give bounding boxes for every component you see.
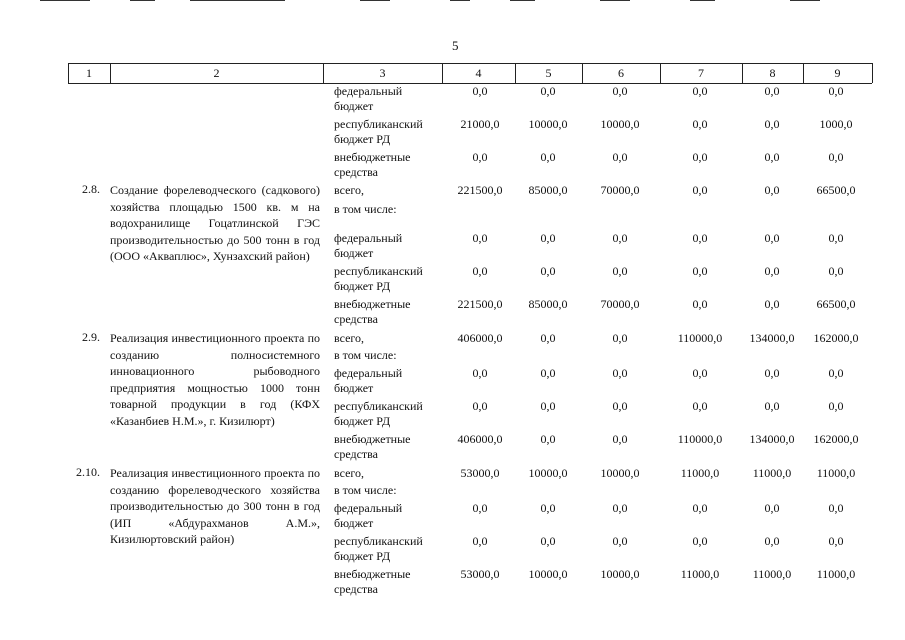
value-cell: 0,0 bbox=[612, 501, 628, 515]
value-cell: 53000,0 bbox=[460, 567, 500, 581]
value-cell: 0,0 bbox=[692, 84, 708, 98]
value-cell: 0,0 bbox=[472, 534, 488, 548]
value-cell: 0,0 bbox=[472, 150, 488, 164]
total-value: 0,0 bbox=[612, 331, 628, 345]
row-label: внебюджетные средства bbox=[334, 567, 411, 596]
total-value: 53000,0 bbox=[460, 466, 500, 480]
total-value: 70000,0 bbox=[600, 183, 640, 197]
item-number: 2.9. bbox=[82, 330, 100, 344]
value-cell: 0,0 bbox=[692, 366, 708, 380]
total-value: 11000,0 bbox=[680, 466, 720, 480]
total-value: 10000,0 bbox=[528, 466, 568, 480]
row-label: республиканский бюджет РД bbox=[334, 399, 423, 428]
value-cell: 10000,0 bbox=[600, 117, 640, 131]
total-label: всего, bbox=[334, 466, 365, 480]
value-cell: 0,0 bbox=[540, 432, 556, 446]
value-cell: 0,0 bbox=[540, 366, 556, 380]
including-label: в том числе: bbox=[334, 348, 397, 362]
value-cell: 134000,0 bbox=[749, 432, 795, 446]
value-cell: 0,0 bbox=[472, 231, 488, 245]
row-label: республиканский бюджет РД bbox=[334, 534, 423, 563]
total-value: 0,0 bbox=[692, 183, 708, 197]
value-cell: 0,0 bbox=[612, 534, 628, 548]
value-cell: 0,0 bbox=[828, 501, 844, 515]
value-cell: 10000,0 bbox=[600, 567, 640, 581]
value-cell: 0,0 bbox=[764, 534, 780, 548]
page-number: 5 bbox=[452, 38, 459, 53]
value-cell: 0,0 bbox=[764, 150, 780, 164]
value-cell: 0,0 bbox=[540, 399, 556, 413]
value-cell: 0,0 bbox=[540, 534, 556, 548]
row-label: республиканский бюджет РД bbox=[334, 117, 423, 146]
including-label: в том числе: bbox=[334, 483, 397, 497]
value-cell: 0,0 bbox=[472, 84, 488, 98]
value-cell: 0,0 bbox=[472, 264, 488, 278]
value-cell: 0,0 bbox=[828, 399, 844, 413]
value-cell: 162000,0 bbox=[813, 432, 859, 446]
row-label: федеральный бюджет bbox=[334, 84, 403, 113]
value-cell: 0,0 bbox=[764, 399, 780, 413]
total-value: 221500,0 bbox=[457, 183, 503, 197]
value-cell: 0,0 bbox=[472, 366, 488, 380]
value-cell: 0,0 bbox=[472, 399, 488, 413]
header-col-7: 7 bbox=[698, 66, 704, 80]
header-col-1: 1 bbox=[86, 66, 92, 80]
value-cell: 110000,0 bbox=[677, 432, 723, 446]
total-value: 0,0 bbox=[540, 331, 556, 345]
value-cell: 70000,0 bbox=[600, 297, 640, 311]
item-description: Создание форелеводческого (садкового) хозяйства площадью 1500 кв. м на водохранилище Гоцатлинской ГЭС производительностью до 500 тонн в год (ООО «Акваплюс», Хунзахский район) bbox=[110, 183, 320, 263]
item-description: Реализация инвестиционного проекта по созданию форелеводческого хозяйства производительностью до 300 тонн в год (ИП «Абдурахманов А.М.», Кизилюртовский район) bbox=[110, 466, 320, 546]
value-cell: 0,0 bbox=[540, 231, 556, 245]
value-cell: 0,0 bbox=[764, 366, 780, 380]
item-number: 2.8. bbox=[82, 182, 100, 196]
total-value: 11000,0 bbox=[816, 466, 856, 480]
value-cell: 0,0 bbox=[828, 534, 844, 548]
value-cell: 85000,0 bbox=[528, 297, 568, 311]
value-cell: 0,0 bbox=[692, 150, 708, 164]
value-cell: 0,0 bbox=[472, 501, 488, 515]
value-cell: 0,0 bbox=[692, 501, 708, 515]
value-cell: 0,0 bbox=[612, 150, 628, 164]
item-description: Реализация инвестиционного проекта по созданию полносистемного инновационного рыбоводного предприятия мощностью 1000 тонн товарной продукции в год (КФХ «Казанбиев Н.М.», г. Кизилюрт) bbox=[110, 331, 320, 428]
header-col-3: 3 bbox=[379, 66, 386, 80]
header-col-4: 4 bbox=[475, 66, 482, 80]
header-col-9: 9 bbox=[834, 66, 841, 80]
value-cell: 0,0 bbox=[540, 150, 556, 164]
total-value: 134000,0 bbox=[749, 331, 795, 345]
value-cell: 0,0 bbox=[764, 501, 780, 515]
value-cell: 0,0 bbox=[692, 399, 708, 413]
value-cell: 0,0 bbox=[828, 231, 844, 245]
value-cell: 221500,0 bbox=[457, 297, 503, 311]
value-cell: 0,0 bbox=[828, 84, 844, 98]
total-value: 66500,0 bbox=[816, 183, 856, 197]
row-label: внебюджетные средства bbox=[334, 297, 411, 326]
row-label: федеральный бюджет bbox=[334, 366, 403, 395]
total-value: 162000,0 bbox=[813, 331, 859, 345]
total-value: 0,0 bbox=[764, 183, 780, 197]
value-cell: 0,0 bbox=[764, 231, 780, 245]
total-value: 110000,0 bbox=[677, 331, 723, 345]
value-cell: 10000,0 bbox=[528, 567, 568, 581]
value-cell: 0,0 bbox=[828, 150, 844, 164]
header-col-8: 8 bbox=[769, 66, 776, 80]
value-cell: 0,0 bbox=[692, 534, 708, 548]
value-cell: 0,0 bbox=[764, 297, 780, 311]
value-cell: 0,0 bbox=[828, 264, 844, 278]
value-cell: 406000,0 bbox=[457, 432, 503, 446]
value-cell: 0,0 bbox=[612, 84, 628, 98]
total-label: всего, bbox=[334, 331, 365, 345]
row-label: внебюджетные средства bbox=[334, 432, 411, 461]
value-cell: 0,0 bbox=[540, 501, 556, 515]
value-cell: 0,0 bbox=[612, 264, 628, 278]
value-cell: 0,0 bbox=[540, 84, 556, 98]
value-cell: 10000,0 bbox=[528, 117, 568, 131]
header-col-2: 2 bbox=[213, 66, 220, 80]
value-cell: 0,0 bbox=[764, 117, 780, 131]
row-label: федеральный бюджет bbox=[334, 501, 403, 530]
total-label: всего, bbox=[334, 183, 365, 197]
value-cell: 0,0 bbox=[828, 366, 844, 380]
value-cell: 0,0 bbox=[612, 432, 628, 446]
value-cell: 11000,0 bbox=[752, 567, 792, 581]
total-value: 85000,0 bbox=[528, 183, 568, 197]
value-cell: 0,0 bbox=[692, 117, 708, 131]
row-label: республиканский бюджет РД bbox=[334, 264, 423, 293]
total-value: 406000,0 bbox=[457, 331, 503, 345]
value-cell: 1000,0 bbox=[819, 117, 853, 131]
value-cell: 0,0 bbox=[764, 84, 780, 98]
value-cell: 0,0 bbox=[692, 297, 708, 311]
value-cell: 0,0 bbox=[612, 366, 628, 380]
value-cell: 11000,0 bbox=[816, 567, 856, 581]
value-cell: 0,0 bbox=[692, 231, 708, 245]
total-value: 10000,0 bbox=[600, 466, 640, 480]
row-label: внебюджетные средства bbox=[334, 150, 411, 179]
total-value: 11000,0 bbox=[752, 466, 792, 480]
value-cell: 0,0 bbox=[612, 399, 628, 413]
including-label: в том числе: bbox=[334, 202, 397, 216]
row-label: федеральный бюджет bbox=[334, 231, 403, 260]
header-col-6: 6 bbox=[618, 66, 624, 80]
value-cell: 21000,0 bbox=[460, 117, 500, 131]
value-cell: 0,0 bbox=[764, 264, 780, 278]
value-cell: 0,0 bbox=[540, 264, 556, 278]
header-col-5: 5 bbox=[545, 66, 552, 80]
value-cell: 0,0 bbox=[692, 264, 708, 278]
value-cell: 0,0 bbox=[612, 231, 628, 245]
item-number: 2.10. bbox=[76, 465, 100, 479]
value-cell: 11000,0 bbox=[680, 567, 720, 581]
value-cell: 66500,0 bbox=[816, 297, 856, 311]
